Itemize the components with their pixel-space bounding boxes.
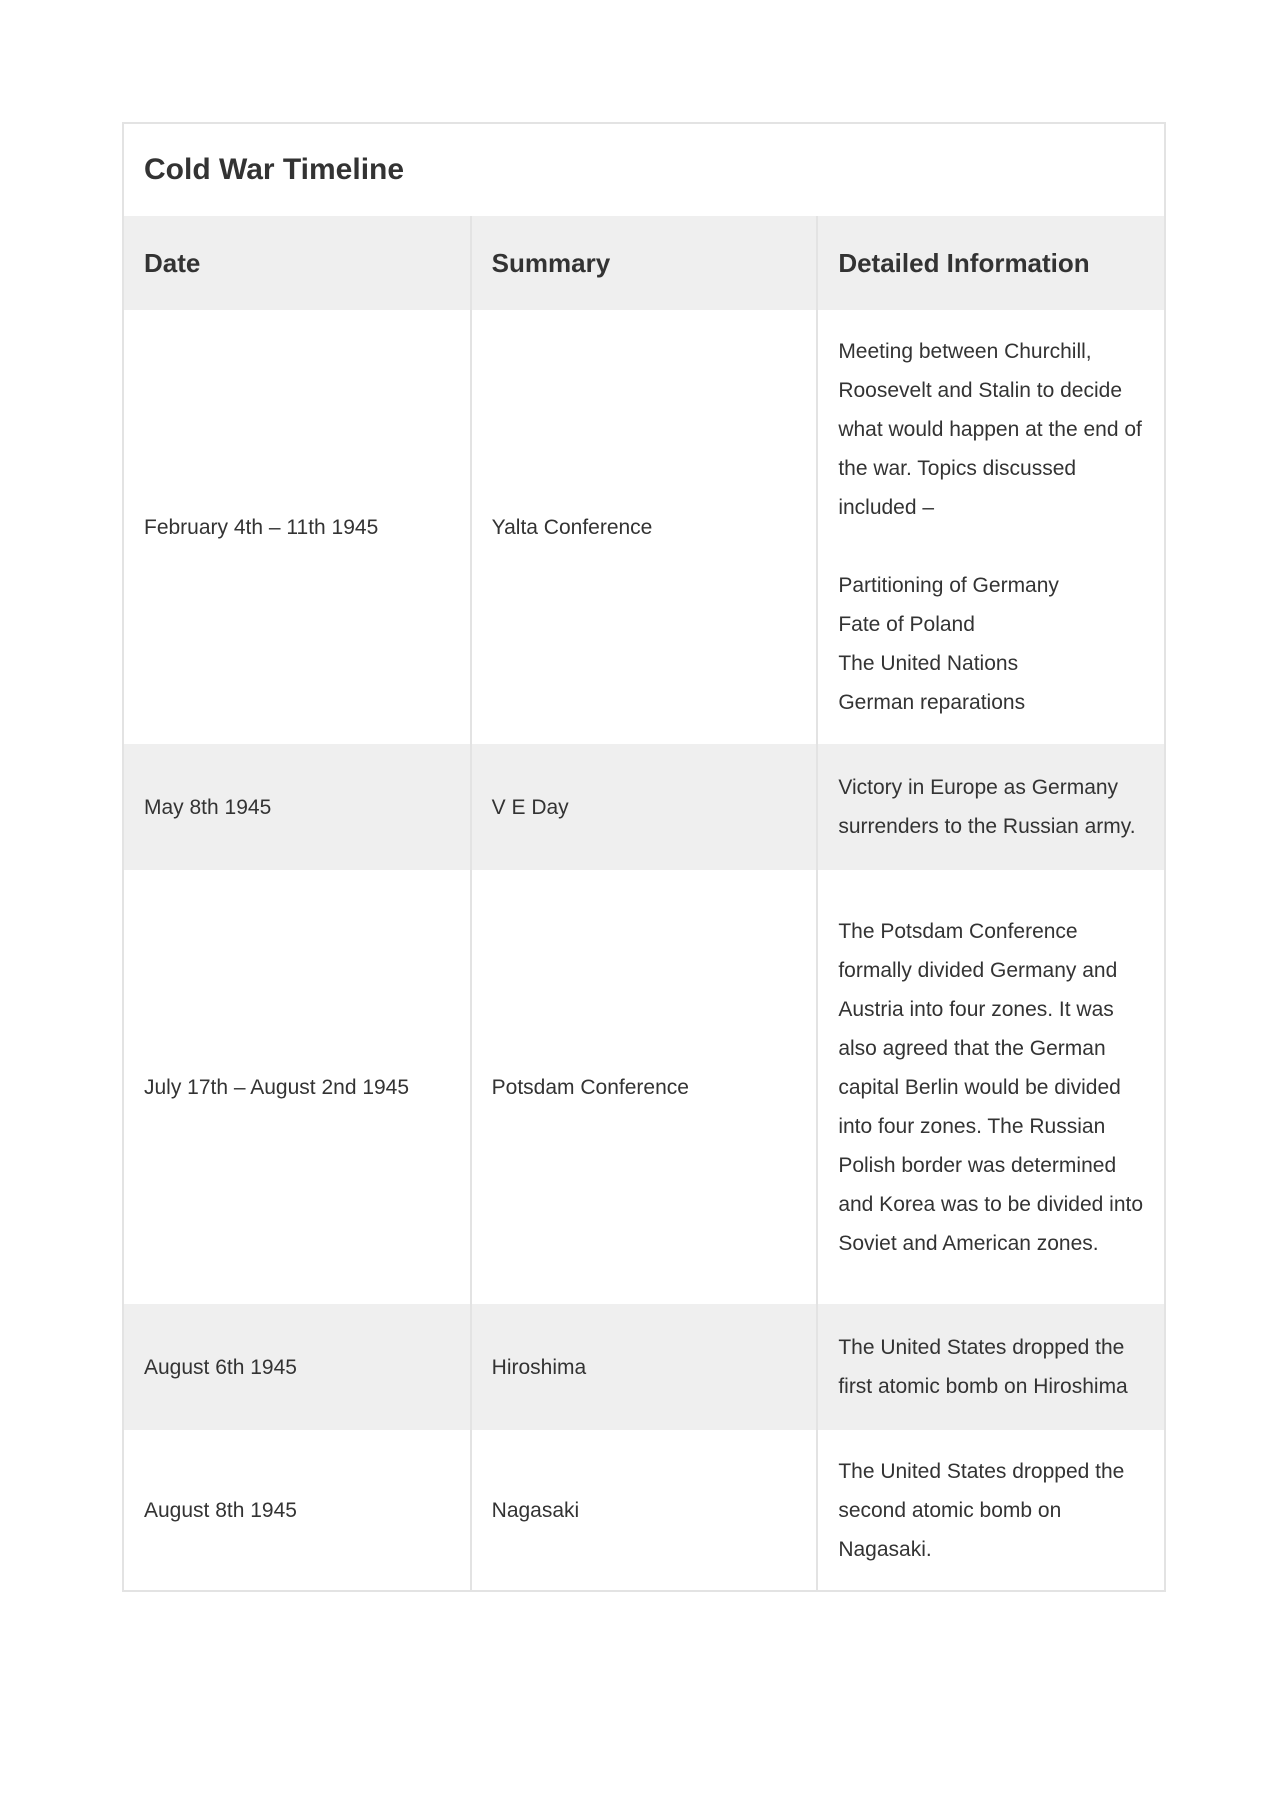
detail-cell: Victory in Europe as Germany surrenders to the Russian army. — [817, 744, 1164, 870]
header-date: Date — [144, 247, 201, 278]
detail-list-item: German reparations — [838, 691, 1026, 714]
detail-cell — [817, 310, 1164, 744]
summary-cell: V E Day — [471, 744, 818, 870]
header-summary: Summary — [471, 216, 818, 310]
table-row — [124, 744, 1164, 870]
summary-cell: Yalta Conference — [471, 310, 818, 744]
table-row — [124, 870, 1164, 1304]
detail-cell: The Potsdam Conference formally divided Germany and Austria into four zones. It was also agreed that the German capital Berlin would be divided into four zones. The Russian Polish border was determined and Korea was to be divided into Soviet and American zones. — [817, 870, 1164, 1304]
table-header-row — [124, 216, 1164, 310]
detail-list-item: The United Nations — [838, 652, 1019, 675]
summary-cell: Hiroshima — [471, 1304, 818, 1430]
table-row — [124, 1430, 1164, 1590]
date-cell: August 8th 1945 — [144, 1498, 297, 1522]
date-cell: May 8th 1945 — [144, 795, 272, 819]
detail-list-item: Fate of Poland — [838, 613, 975, 636]
date-cell: July 17th – August 2nd 1945 — [144, 1075, 410, 1099]
timeline-table — [124, 216, 1164, 1590]
detail-cell: The United States dropped the first atomic bomb on Hiroshima — [817, 1304, 1164, 1430]
date-cell: August 6th 1945 — [144, 1355, 297, 1379]
date-cell: February 4th – 11th 1945 — [144, 515, 379, 539]
timeline-card — [122, 122, 1166, 1592]
detail-cell: The United States dropped the second atomic bomb on Nagasaki. — [817, 1430, 1164, 1590]
summary-cell: Nagasaki — [471, 1430, 818, 1590]
table-row — [124, 1304, 1164, 1430]
summary-cell: Potsdam Conference — [471, 870, 818, 1304]
detail-list-item: Partitioning of Germany — [838, 574, 1059, 597]
page-title: Cold War Timeline — [124, 124, 1164, 216]
header-detail: Detailed Information — [817, 216, 1164, 310]
table-row — [124, 310, 1164, 744]
detail-text: Meeting between Churchill, Roosevelt and Stalin to decide what would happen at the end of the war. Topics discussed included – — [838, 340, 1142, 519]
